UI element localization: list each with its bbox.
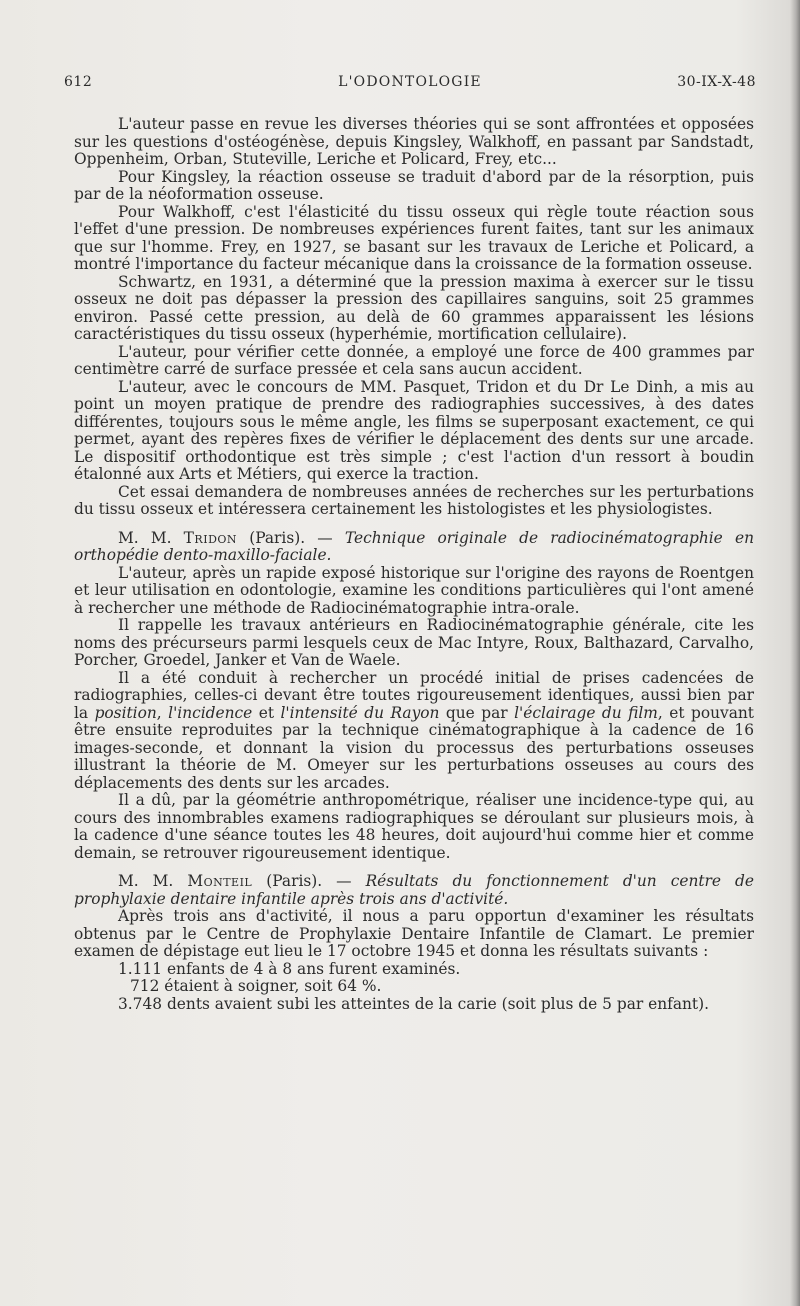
paragraph: Cet essai demandera de nombreuses années de recherches sur les perturbations du tissu osseux et intéressera certainement les histologistes et les physiologistes. [74,482,754,518]
paragraph [74,670,754,793]
author-prefix: M. M. [118,872,188,890]
text-run: , et pouvant être ensuite reproduites par la technique cinématographique à la cadence de 16 images-seconde, et donnant la vision du processus des perturbations osseuses illustrant la théorie de M. Omeyer sur les perturbations osseuses au cours des déplacements des dents sur les arcades. [74,703,754,792]
running-head [64,74,756,96]
author-location: (Paris). — [252,872,366,890]
emphasis: l'incidence [168,703,253,722]
emphasis: l'éclairage du film [514,703,658,722]
text-run: Il a été conduit à rechercher un procédé initial de prises cadencées de radiographies, celles-ci devant être toutes rigoureusement identiques, aussi bien par la [74,668,754,722]
results-list [74,961,754,1014]
text-run: , [156,703,169,722]
paragraph: L'auteur passe en revue les diverses théories qui se sont affrontées et opposées sur les questions d'ostéogénèse, depuis Kingsley, Walkhoff, en passant par Sandstadt, Oppenheim, Orban, Stuteville, Leriche et Policard, Frey, etc... [74,115,754,168]
text-run: et [252,703,281,722]
author-name: Monteil [187,872,253,890]
journal-title: L'ODONTOLOGIE [338,74,482,90]
section-heading-monteil [74,873,754,908]
paragraph: L'auteur, pour vérifier cette donnée, a employé une force de 400 grammes par centimètre carré de surface pressée et cela sans aucun accident. [74,342,754,378]
paragraph: Schwartz, en 1931, a déterminé que la pression maxima à exercer sur le tissu osseux ne doit pas dépasser la pression des capillaires sanguins, soit 25 grammes environ. Passé cette pression, au delà de 60 grammes apparaissent les lésions caractéristiques du tissu osseux (hyperhémie, mortification cellulaire). [74,272,754,343]
section-heading-tridon [74,530,754,565]
author-name: Tridon [183,528,238,547]
list-item: 3.748 dents avaient subi les atteintes de la carie (soit plus de 5 par enfant). [118,994,709,1013]
paragraph: L'auteur, avec le concours de MM. Pasquet, Tridon et du Dr Le Dinh, a mis au point un moyen pratique de prendre des radiographies successives, à des dates différentes, toujours sous le même angle, les films se superposant exactement, ce qui permet, ayant des repères fixes de vérifier le déplacement des dents sur une arcade. Le dispositif orthodontique est très simple ; c'est l'action d'un ressort à boudin étalonné aux Arts et Métiers, qui exerce la traction. [74,377,754,483]
list-item: 1.111 enfants de 4 à 8 ans furent examinés. [118,959,461,978]
page-number: 612 [64,74,93,90]
paragraph: Il a dû, par la géométrie anthropométrique, réaliser une incidence-type qui, au cours des innombrables examens radiographiques se déroulant sur plusieurs mois, à la cadence d'une séance toutes les 48 heures, doit aujourd'hui comme hier et comme demain, se retrouver rigoureusement identique. [74,791,754,862]
emphasis: l'intensité du Rayon [280,703,440,722]
text-run: que par [439,703,515,722]
paragraph: Il rappelle les travaux antérieurs en Radiocinématographie générale, cite les noms des précurseurs parmi lesquels ceux de Mac Intyre, Roux, Balthazard, Carvalho, Porcher, Groedel, Janker et Van de Waele. [74,616,754,669]
list-item: 712 étaient à soigner, soit 64 %. [130,977,382,995]
author-location: (Paris). — [237,528,345,547]
issue-date: 30-IX-X-48 [677,74,756,90]
communication-title: Résultats du fonctionnement d'un centre de prophylaxie dentaire infantile après trois ans d'activité. [74,872,754,908]
emphasis: position [94,703,157,722]
communication-title: Technique originale de radiocinématographie en orthopédie dento-maxillo-faciale. [74,528,754,564]
author-prefix: M. M. [118,528,184,547]
paragraph: Pour Walkhoff, c'est l'élasticité du tissu osseux qui règle toute réaction sous l'effet d'une pression. De nombreuses expériences furent faites, tant sur les animaux que sur l'homme. Frey, en 1927, se basant sur les travaux de Leriche et Policard, a montré l'importance du facteur mécanique dans la croissance de la formation osseuse. [74,202,754,273]
article-body [74,116,754,1013]
page-edge-shadow [790,0,800,1306]
paragraph: L'auteur, après un rapide exposé historique sur l'origine des rayons de Roentgen et leur utilisation en odontologie, examine les conditions particulières qui l'ont amené à rechercher une méthode de Radiocinématographie intra-orale. [74,563,754,617]
paragraph: Pour Kingsley, la réaction osseuse se traduit d'abord par de la résorption, puis par de la néoformation osseuse. [74,167,754,203]
paragraph: Après trois ans d'activité, il nous a paru opportun d'examiner les résultats obtenus par le Centre de Prophylaxie Dentaire Infantile de Clamart. Le premier examen de dépistage eut lieu le 17 octobre 1945 et donna les résultats suivants : [74,907,754,960]
